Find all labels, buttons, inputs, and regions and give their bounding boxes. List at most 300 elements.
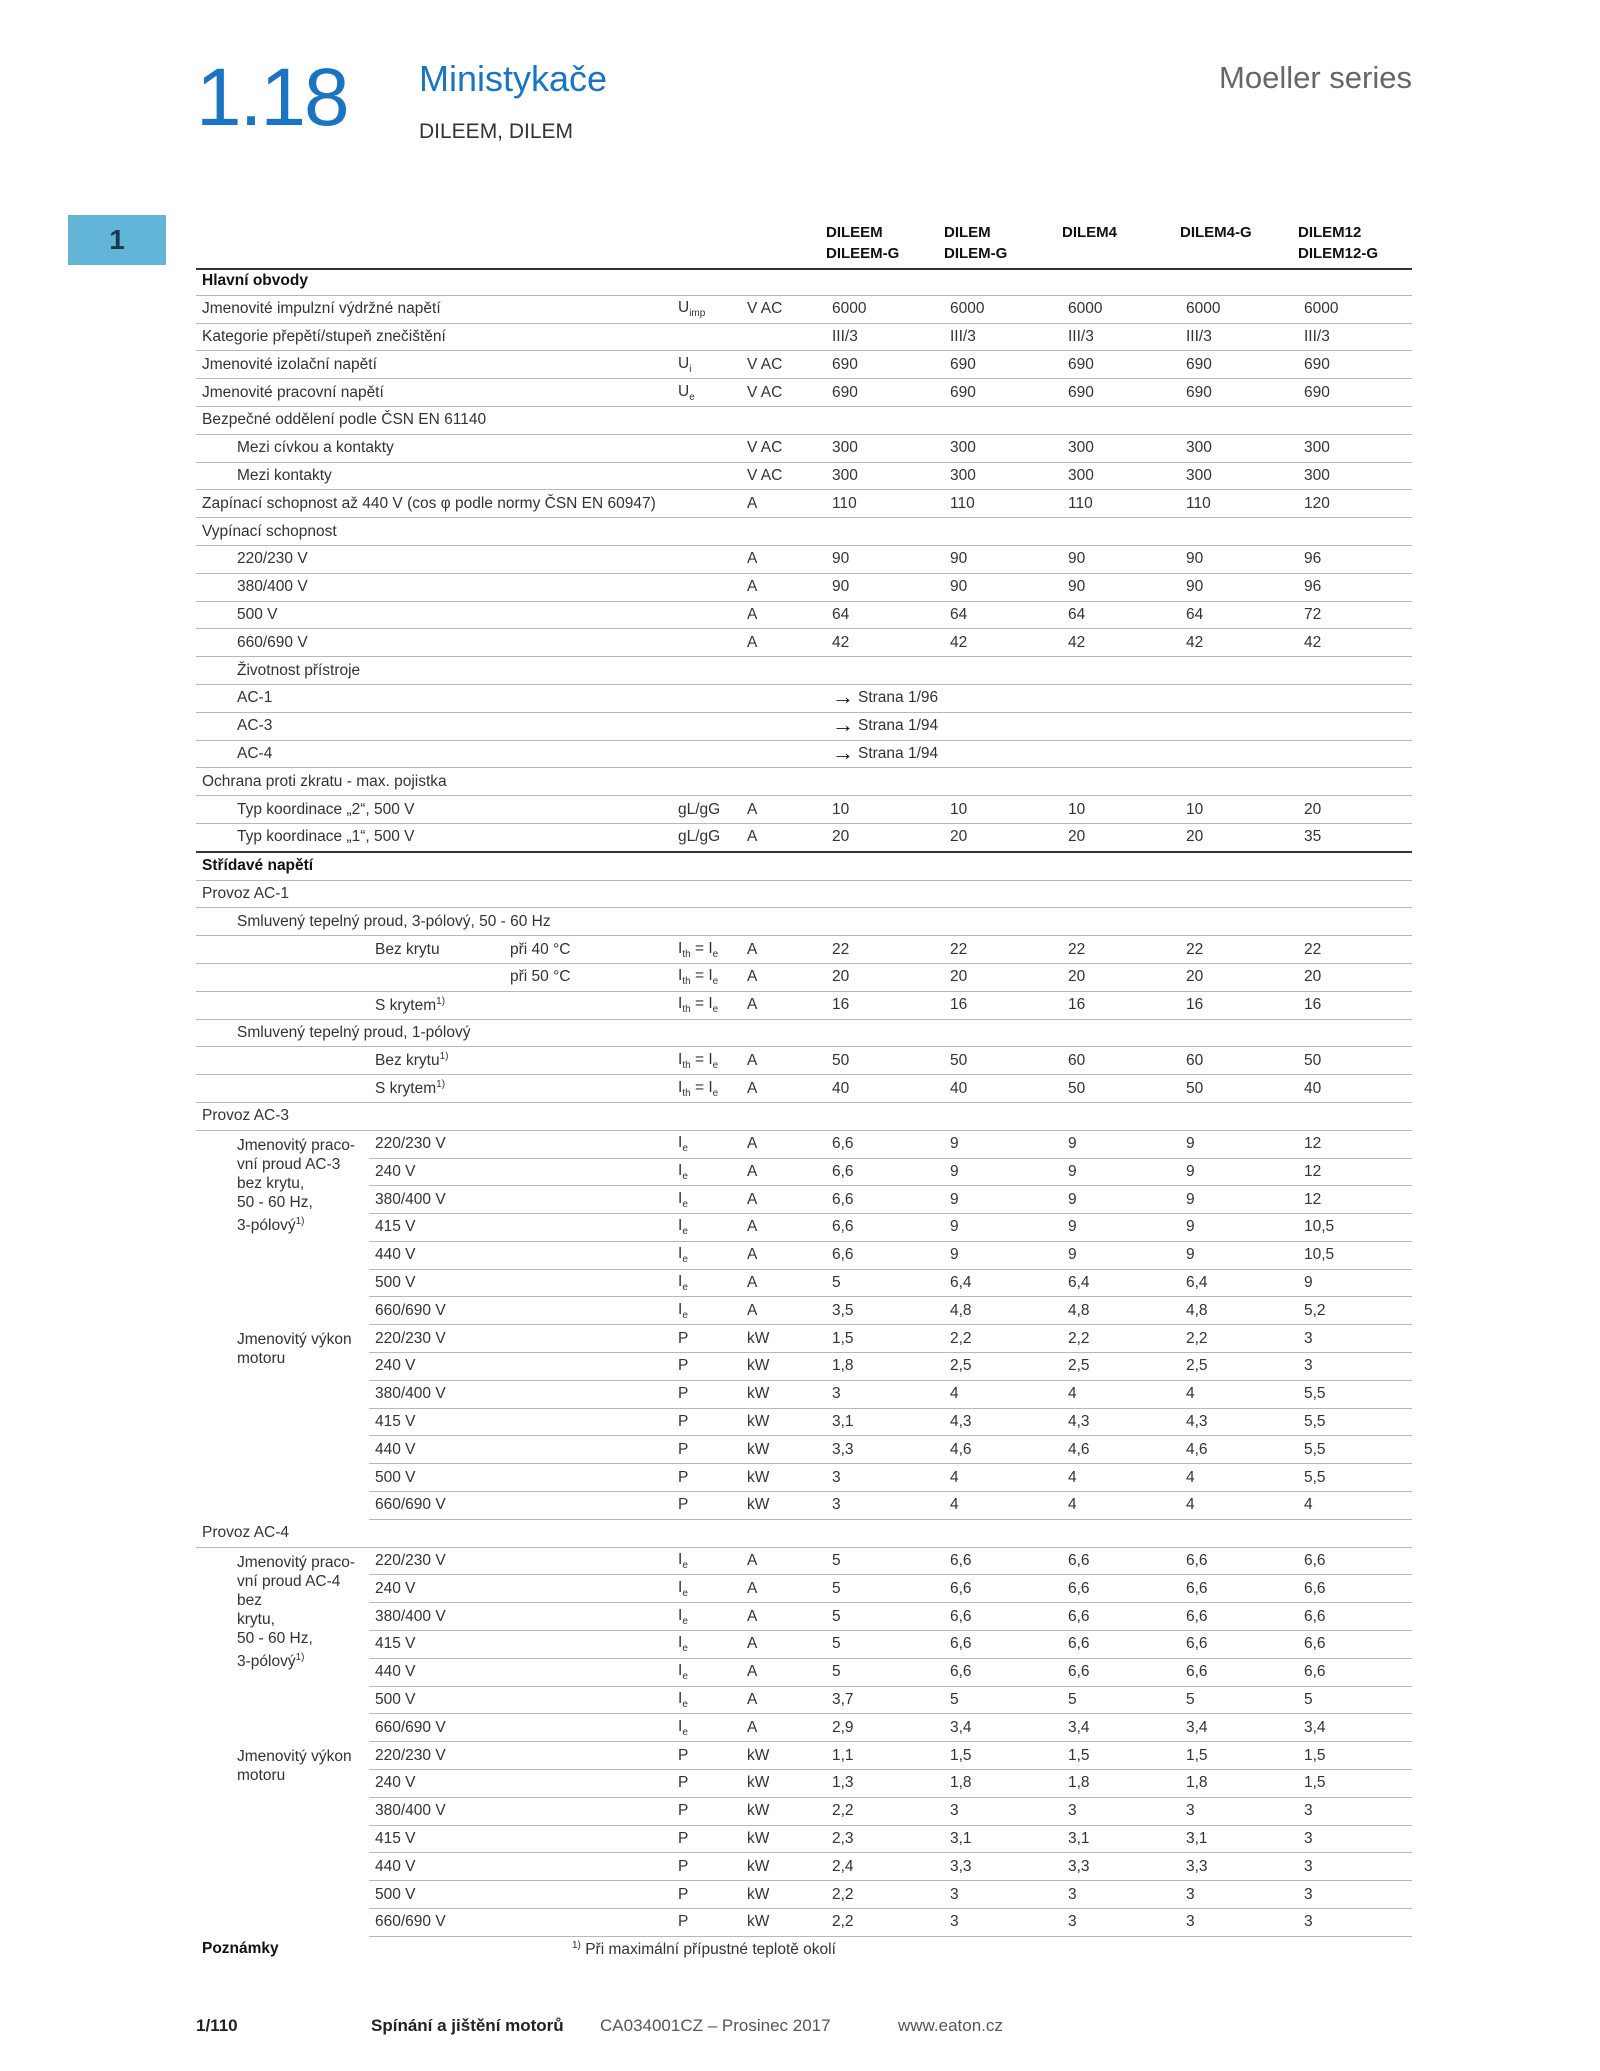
value-cell: 6,6 xyxy=(944,1575,1062,1603)
row-label: 660/690 V xyxy=(231,629,672,657)
table-row xyxy=(196,880,1412,908)
indent xyxy=(196,434,231,462)
value-cell: 50 xyxy=(1298,1047,1412,1075)
section-number: 1.18 xyxy=(196,52,348,143)
value-cell: 690 xyxy=(1298,379,1412,407)
indent xyxy=(196,712,231,740)
section-header xyxy=(196,268,1412,295)
symbol xyxy=(672,823,741,851)
symbol xyxy=(672,1519,741,1547)
value-cell: 20 xyxy=(1180,823,1298,851)
row-label: Smluvený tepelný proud, 1-pólový xyxy=(231,1019,672,1047)
symbol xyxy=(672,1436,741,1464)
unit xyxy=(741,1019,826,1047)
symbol xyxy=(672,991,741,1019)
value-cell xyxy=(1062,518,1180,546)
value-cell: 20 xyxy=(1298,963,1412,991)
row-label: 415 V xyxy=(369,1408,672,1436)
row-label: 660/690 V xyxy=(369,1909,672,1937)
symbol xyxy=(672,1353,741,1381)
row-label: 380/400 V xyxy=(231,573,672,601)
value-cell: 10 xyxy=(944,796,1062,824)
value-cell: 120 xyxy=(1298,490,1412,518)
table-row xyxy=(196,601,1412,629)
table-row xyxy=(196,991,1412,1019)
value-cell: 300 xyxy=(1180,434,1298,462)
symbol-subscript: e xyxy=(712,1059,719,1071)
symbol xyxy=(672,1380,741,1408)
indent xyxy=(196,1770,231,1798)
table-row xyxy=(196,518,1412,546)
value-cell: 10 xyxy=(826,796,944,824)
value-cell: 3,1 xyxy=(1180,1825,1298,1853)
symbol-letter: U xyxy=(678,382,690,400)
value-cell: 16 xyxy=(944,991,1062,1019)
value-cell: 300 xyxy=(826,434,944,462)
symbol xyxy=(672,1853,741,1881)
value-cell: 6,6 xyxy=(944,1547,1062,1575)
table-row xyxy=(196,796,1412,824)
value-cell xyxy=(1062,1102,1180,1130)
arrow-right-icon: → xyxy=(832,684,854,710)
row-sublabel xyxy=(504,1075,672,1103)
symbol xyxy=(672,406,741,434)
value-cell: 64 xyxy=(826,601,944,629)
table-row xyxy=(196,1714,1412,1742)
symbol-subscript: e xyxy=(682,1560,688,1572)
unit: V AC xyxy=(741,379,826,407)
symbol-letter: I xyxy=(678,1300,683,1318)
value-cell: 3,4 xyxy=(1180,1714,1298,1742)
value-cell: 3,1 xyxy=(826,1408,944,1436)
row-label: 240 V xyxy=(369,1158,672,1186)
symbol xyxy=(672,1575,741,1603)
row-label: Zapínací schopnost až 440 V (cos φ podle normy ČSN EN 60947) xyxy=(196,490,672,518)
unit: A xyxy=(741,490,826,518)
symbol xyxy=(672,1186,741,1214)
value-cell: 6,4 xyxy=(944,1269,1062,1297)
indent xyxy=(196,1825,231,1853)
unit: A xyxy=(741,1186,826,1214)
symbol xyxy=(672,1408,741,1436)
symbol-subscript: e xyxy=(682,1643,688,1655)
value-cell: 90 xyxy=(1180,545,1298,573)
value-cell: 40 xyxy=(826,1075,944,1103)
value-cell: 5 xyxy=(826,1631,944,1659)
value-cell: 3 xyxy=(1298,1909,1412,1937)
table-row xyxy=(196,908,1412,936)
value-cell: 90 xyxy=(1062,573,1180,601)
table-row xyxy=(196,657,1412,685)
symbol xyxy=(672,545,741,573)
value-cell: 10,5 xyxy=(1298,1241,1412,1269)
unit: A xyxy=(741,1047,826,1075)
row-label: 500 V xyxy=(369,1686,672,1714)
value-cell: 90 xyxy=(1180,573,1298,601)
table-row xyxy=(196,1325,1412,1353)
value-cell: 3 xyxy=(1180,1909,1298,1937)
indent xyxy=(196,601,231,629)
unit xyxy=(741,406,826,434)
group-label-line: 50 - 60 Hz, xyxy=(237,1629,313,1647)
indent xyxy=(196,1686,231,1714)
value-cell: 6,6 xyxy=(1062,1603,1180,1631)
label-text: Bez krytu xyxy=(375,940,440,958)
table-row xyxy=(196,1353,1412,1381)
symbol-letter: I xyxy=(678,1634,683,1652)
symbol-letter: I xyxy=(678,1050,683,1068)
unit: kW xyxy=(741,1909,826,1937)
table-row xyxy=(196,434,1412,462)
value-cell: 2,5 xyxy=(1180,1353,1298,1381)
symbol xyxy=(672,712,741,740)
indent xyxy=(196,462,231,490)
table-row xyxy=(196,1408,1412,1436)
symbol xyxy=(672,573,741,601)
table-row xyxy=(196,1770,1412,1798)
symbol-letter: I xyxy=(678,1662,683,1680)
value-cell: 690 xyxy=(944,379,1062,407)
group-label-line: krytu, xyxy=(237,1610,275,1628)
group-label-line: vní proud AC-4 bez xyxy=(237,1572,341,1609)
chapter-tab[interactable]: 1 xyxy=(68,215,166,265)
notes-label: Poznámky xyxy=(202,1940,279,1957)
unit: A xyxy=(741,991,826,1019)
unit: V AC xyxy=(741,295,826,323)
value-cell: 4,6 xyxy=(1062,1436,1180,1464)
symbol-letter: P xyxy=(678,1468,689,1486)
row-label: Jmenovité pracovní napětí xyxy=(196,379,672,407)
value-cell: 5 xyxy=(826,1547,944,1575)
value-cell xyxy=(1298,1102,1412,1130)
value-cell: 10 xyxy=(1180,796,1298,824)
unit: kW xyxy=(741,1464,826,1492)
unit: A xyxy=(741,629,826,657)
value-cell: 90 xyxy=(826,545,944,573)
table-row xyxy=(196,1909,1412,1937)
value-cell: 72 xyxy=(1298,601,1412,629)
footnote-marker: 1) xyxy=(295,1651,305,1663)
footer-section: Spínání a jištění motorů xyxy=(371,2016,564,2035)
row-label: AC-3 xyxy=(231,712,672,740)
unit: kW xyxy=(741,1353,826,1381)
symbol xyxy=(672,684,741,712)
value-cell: 9 xyxy=(1062,1130,1180,1158)
table-row xyxy=(196,462,1412,490)
value-cell: III/3 xyxy=(826,323,944,351)
value-cell xyxy=(1180,908,1298,936)
value-cell: 9 xyxy=(1180,1241,1298,1269)
value-cell xyxy=(1180,1519,1298,1547)
symbol xyxy=(672,740,741,768)
symbol-subscript: e xyxy=(682,1254,688,1266)
value-cell xyxy=(1298,1519,1412,1547)
symbol-letter: P xyxy=(678,1774,689,1792)
table-row xyxy=(196,684,1412,712)
row-label: Provoz AC-4 xyxy=(196,1519,672,1547)
value-cell: 5 xyxy=(826,1269,944,1297)
value-cell xyxy=(1298,657,1412,685)
value-cell: 12 xyxy=(1298,1158,1412,1186)
spec-table xyxy=(196,268,1412,1937)
page-title: Ministykače xyxy=(419,58,608,99)
value-cell: 6,6 xyxy=(826,1130,944,1158)
symbol-subscript: e xyxy=(712,1087,719,1099)
value-cell: 3 xyxy=(1298,1825,1412,1853)
row-label: 500 V xyxy=(369,1881,672,1909)
table-row xyxy=(196,379,1412,407)
value-cell: 3 xyxy=(1298,1853,1412,1881)
value-cell: 60 xyxy=(1180,1047,1298,1075)
value-cell: 20 xyxy=(1062,963,1180,991)
symbol xyxy=(672,1909,741,1937)
indent xyxy=(196,1158,231,1186)
group-label xyxy=(231,1325,369,1520)
value-cell: 42 xyxy=(1062,629,1180,657)
group-label-line: motoru xyxy=(237,1766,286,1784)
value-cell: 5,2 xyxy=(1298,1297,1412,1325)
value-cell: 20 xyxy=(826,823,944,851)
section-title: Hlavní obvody xyxy=(196,268,1412,295)
value-cell: 6,6 xyxy=(1298,1575,1412,1603)
unit: A xyxy=(741,1297,826,1325)
unit xyxy=(741,518,826,546)
indent xyxy=(196,991,369,1019)
symbol-letter: P xyxy=(678,1496,689,1514)
symbol-letter: I xyxy=(678,967,683,985)
value-cell xyxy=(1180,1019,1298,1047)
indent xyxy=(196,823,231,851)
symbol-subscript: e xyxy=(682,1282,688,1294)
symbol-subscript: e xyxy=(682,1198,688,1210)
unit: A xyxy=(741,936,826,964)
symbol xyxy=(672,1214,741,1242)
value-cell: 6,6 xyxy=(1062,1631,1180,1659)
unit xyxy=(741,1102,826,1130)
row-label: 660/690 V xyxy=(369,1492,672,1520)
value-cell: 5 xyxy=(1062,1686,1180,1714)
group-label xyxy=(231,1547,369,1742)
unit: kW xyxy=(741,1797,826,1825)
value-cell: 4 xyxy=(944,1380,1062,1408)
symbol-letter: P xyxy=(678,1857,689,1875)
group-label-line: Jmenovitý praco- xyxy=(237,1136,356,1154)
symbol-letter: P xyxy=(678,1802,689,1820)
value-cell: 6,6 xyxy=(1180,1603,1298,1631)
symbol xyxy=(672,1102,741,1130)
symbol xyxy=(672,657,741,685)
section-header xyxy=(196,852,1412,880)
value-cell: 4,8 xyxy=(944,1297,1062,1325)
value-cell: 690 xyxy=(1180,379,1298,407)
table-row xyxy=(196,1686,1412,1714)
value-cell: 2,2 xyxy=(826,1797,944,1825)
unit xyxy=(741,684,826,712)
value-cell: 20 xyxy=(1180,963,1298,991)
value-cell: 3 xyxy=(1298,1797,1412,1825)
value-cell: 5 xyxy=(826,1658,944,1686)
value-cell xyxy=(944,908,1062,936)
table-row xyxy=(196,629,1412,657)
value-cell: 1,5 xyxy=(1298,1742,1412,1770)
indent xyxy=(196,1241,231,1269)
value-cell: 42 xyxy=(1180,629,1298,657)
indent xyxy=(196,1325,231,1353)
column-header-5: DILEM12 DILEM12-G xyxy=(1298,224,1379,262)
indent xyxy=(196,1853,231,1881)
value-cell: 35 xyxy=(1298,823,1412,851)
value-cell: III/3 xyxy=(1298,323,1412,351)
table-row xyxy=(196,1380,1412,1408)
symbol-equals: = I xyxy=(690,967,713,985)
row-label: 220/230 V xyxy=(369,1130,672,1158)
footnote-marker: 1) xyxy=(439,1051,449,1063)
value-cell: 3 xyxy=(944,1881,1062,1909)
indent xyxy=(196,1130,231,1158)
value-cell: 3,7 xyxy=(826,1686,944,1714)
row-label: AC-4 xyxy=(231,740,672,768)
value-cell: 110 xyxy=(944,490,1062,518)
footnote-marker: 1) xyxy=(295,1215,305,1227)
symbol-subscript: e xyxy=(712,1004,719,1016)
value-cell: 22 xyxy=(944,936,1062,964)
value-cell: 300 xyxy=(944,434,1062,462)
unit xyxy=(741,323,826,351)
value-cell: 6,6 xyxy=(1298,1547,1412,1575)
table-row xyxy=(196,768,1412,796)
table-row xyxy=(196,1519,1412,1547)
value-cell: 4 xyxy=(944,1492,1062,1520)
unit: A xyxy=(741,1269,826,1297)
symbol-letter: I xyxy=(678,1273,683,1291)
value-cell: 3 xyxy=(1062,1909,1180,1937)
value-cell: 3,4 xyxy=(1298,1714,1412,1742)
value-cell xyxy=(944,657,1062,685)
row-label: Kategorie přepětí/stupeň znečištění xyxy=(196,323,672,351)
indent xyxy=(196,1408,231,1436)
row-label xyxy=(369,963,504,991)
unit xyxy=(741,880,826,908)
symbol xyxy=(672,629,741,657)
value-cell: 6,4 xyxy=(1062,1269,1180,1297)
value-cell: 50 xyxy=(944,1047,1062,1075)
symbol-letter: P xyxy=(678,1746,689,1764)
value-cell: 690 xyxy=(826,379,944,407)
table-row xyxy=(196,963,1412,991)
reference-text: Strana 1/96 xyxy=(858,689,939,707)
indent xyxy=(196,657,231,685)
unit: A xyxy=(741,1241,826,1269)
value-cell: 20 xyxy=(944,963,1062,991)
value-cell: 6000 xyxy=(944,295,1062,323)
value-cell: 300 xyxy=(826,462,944,490)
unit: A xyxy=(741,1575,826,1603)
value-cell xyxy=(1180,880,1298,908)
unit: A xyxy=(741,573,826,601)
value-cell: 5 xyxy=(944,1686,1062,1714)
table-row xyxy=(196,740,1412,768)
symbol xyxy=(672,1325,741,1353)
value-cell: 4 xyxy=(1298,1492,1412,1520)
symbol-equals: = I xyxy=(690,1050,713,1068)
value-cell xyxy=(1180,1102,1298,1130)
row-label: 440 V xyxy=(369,1658,672,1686)
value-cell: 6,6 xyxy=(1298,1631,1412,1659)
symbol xyxy=(672,1547,741,1575)
value-cell xyxy=(1062,768,1180,796)
value-cell: 5,5 xyxy=(1298,1408,1412,1436)
value-cell xyxy=(826,518,944,546)
symbol-letter: P xyxy=(678,1440,689,1458)
value-cell: 6,6 xyxy=(1180,1575,1298,1603)
symbol-letter: P xyxy=(678,1385,689,1403)
table-row xyxy=(196,1019,1412,1047)
unit: V AC xyxy=(741,462,826,490)
symbol-letter: I xyxy=(678,1161,683,1179)
symbol xyxy=(672,1658,741,1686)
value-cell: 690 xyxy=(1062,351,1180,379)
indent xyxy=(196,1186,231,1214)
series-label: Moeller series xyxy=(1219,60,1412,95)
indent xyxy=(196,1909,231,1937)
value-cell xyxy=(1062,908,1180,936)
symbol-letter: I xyxy=(678,1134,683,1152)
symbol xyxy=(672,295,741,323)
value-cell: 6000 xyxy=(1062,295,1180,323)
value-cell: 20 xyxy=(944,823,1062,851)
symbol-letter: P xyxy=(678,1913,689,1931)
symbol-subscript: th xyxy=(682,976,691,988)
value-cell: 16 xyxy=(1062,991,1180,1019)
indent xyxy=(196,1631,231,1659)
unit: kW xyxy=(741,1770,826,1798)
value-cell: 2,2 xyxy=(1062,1325,1180,1353)
unit: A xyxy=(741,545,826,573)
footnote-marker: 1) xyxy=(436,1079,446,1090)
value-cell: 6,6 xyxy=(826,1214,944,1242)
value-cell xyxy=(944,1019,1062,1047)
value-cell: 9 xyxy=(1180,1130,1298,1158)
indent xyxy=(196,1380,231,1408)
indent xyxy=(196,1575,231,1603)
indent xyxy=(196,1047,369,1075)
value-cell: 300 xyxy=(1180,462,1298,490)
value-cell: 22 xyxy=(1062,936,1180,964)
symbol xyxy=(672,1603,741,1631)
value-cell: 3 xyxy=(826,1464,944,1492)
value-cell xyxy=(1062,880,1180,908)
value-cell: 96 xyxy=(1298,545,1412,573)
symbol xyxy=(672,518,741,546)
label-text: S krytem xyxy=(375,1080,437,1097)
indent xyxy=(196,963,369,991)
value-cell: 6,6 xyxy=(1180,1658,1298,1686)
row-label: Typ koordinace „1“, 500 V xyxy=(231,823,672,851)
unit: A xyxy=(741,1214,826,1242)
row-label: 440 V xyxy=(369,1436,672,1464)
unit: kW xyxy=(741,1825,826,1853)
unit: A xyxy=(741,796,826,824)
value-cell xyxy=(1062,1019,1180,1047)
unit: A xyxy=(741,1658,826,1686)
value-cell: 9 xyxy=(1062,1214,1180,1242)
value-cell: 690 xyxy=(826,351,944,379)
value-cell: III/3 xyxy=(1062,323,1180,351)
value-cell: 4,8 xyxy=(1062,1297,1180,1325)
unit xyxy=(741,740,826,768)
table-row xyxy=(196,1102,1412,1130)
value-cell: 1,1 xyxy=(826,1742,944,1770)
